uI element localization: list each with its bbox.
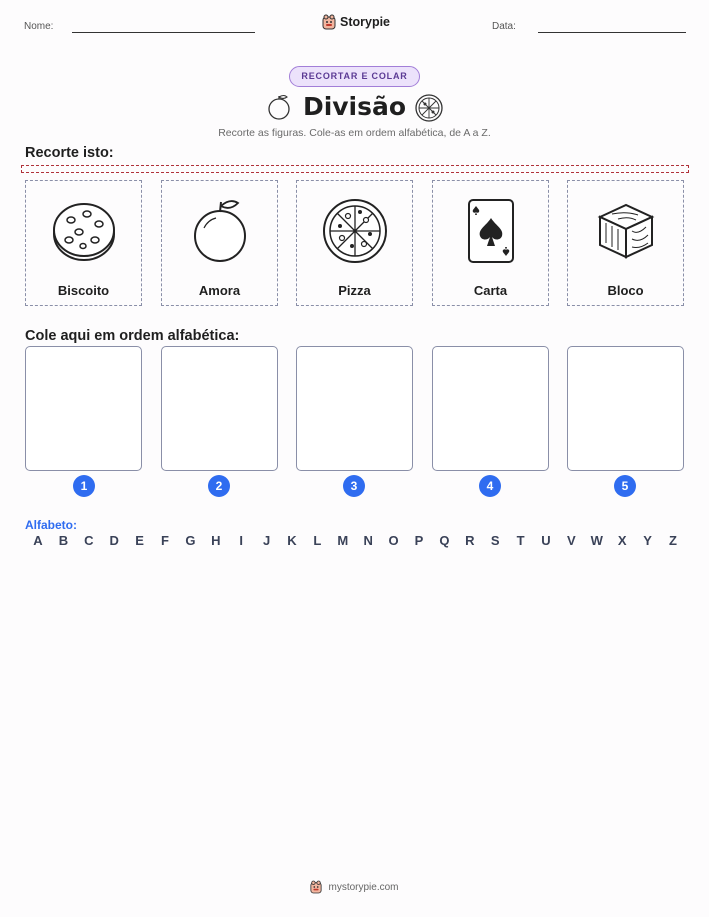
pizza-icon	[297, 189, 412, 273]
cut-card-label: Biscoito	[57, 283, 110, 298]
alphabet-letter: X	[617, 533, 627, 548]
paste-slot-3[interactable]	[296, 346, 413, 471]
slot-number-3: 3	[343, 475, 365, 497]
activity-badge: RECORTAR E COLAR	[289, 66, 420, 87]
cut-card-label: Bloco	[607, 283, 644, 298]
alphabet-letter: N	[363, 533, 373, 548]
footer	[0, 880, 709, 894]
brand-name: Storypie	[340, 15, 391, 29]
alphabet-letter: J	[262, 533, 271, 548]
alphabet-letter: H	[211, 533, 221, 548]
slot-number-1: 1	[73, 475, 95, 497]
alphabet-letter: U	[541, 533, 551, 548]
slot-number-5: 5	[614, 475, 636, 497]
wood-block-icon	[568, 189, 683, 273]
paste-slot-2[interactable]	[161, 346, 278, 471]
alphabet-letter: Q	[439, 533, 450, 548]
alphabet-title: Alfabeto:	[25, 518, 77, 532]
alphabet-letter: P	[414, 533, 424, 548]
cut-card-cookie[interactable]	[25, 180, 142, 306]
alphabet-letter: W	[590, 533, 603, 548]
pizza-slice-icon	[414, 93, 444, 128]
storypie-logo-icon	[322, 14, 336, 30]
cut-card-label: Pizza	[338, 283, 371, 298]
alphabet-letter: K	[287, 533, 297, 548]
alphabet-letter: C	[84, 533, 94, 548]
cut-heading: Recorte isto:	[25, 145, 114, 161]
alphabet-letter: R	[465, 533, 475, 548]
alphabet-letter: L	[313, 533, 322, 548]
cut-line	[21, 165, 689, 173]
playing-card-icon	[433, 189, 548, 273]
paste-slot-1[interactable]	[25, 346, 142, 471]
cut-card-berry[interactable]	[161, 180, 278, 306]
name-line	[72, 32, 255, 33]
alphabet-letter: Z	[669, 533, 677, 548]
alphabet-letter: G	[185, 533, 196, 548]
alphabet-letter: B	[58, 533, 69, 548]
cut-card-label: Amora	[198, 283, 241, 298]
alphabet-letter: F	[161, 533, 169, 548]
slot-number-4: 4	[479, 475, 501, 497]
alphabet-letter: E	[135, 533, 144, 548]
alphabet-letter: I	[239, 533, 243, 548]
alphabet-letter: S	[490, 533, 500, 548]
cut-card-label: Carta	[473, 283, 508, 298]
name-label: Nome:	[24, 21, 54, 32]
cut-card-playing-card[interactable]	[432, 180, 549, 306]
alphabet-letter: O	[388, 533, 399, 548]
footer-url: mystorypie.com	[328, 881, 399, 893]
alphabet-letter: D	[109, 533, 119, 548]
alphabet-letter: T	[516, 533, 525, 548]
paste-slot-4[interactable]	[432, 346, 549, 471]
storypie-logo-icon	[310, 880, 322, 894]
brand	[322, 14, 390, 30]
alphabet-letter: A	[33, 533, 43, 548]
slot-number-2: 2	[208, 475, 230, 497]
alphabet-letter: Y	[643, 533, 652, 548]
berry-icon	[162, 189, 277, 273]
paste-heading: Cole aqui em ordem alfabética:	[25, 328, 240, 344]
date-label: Data:	[492, 21, 516, 32]
page-title: Divisão	[302, 92, 407, 121]
paste-slot-5[interactable]	[567, 346, 684, 471]
cut-card-block[interactable]	[567, 180, 684, 306]
alphabet-letter: M	[337, 533, 349, 548]
cut-card-pizza[interactable]	[296, 180, 413, 306]
instructions: Recorte as figuras. Cole-as em ordem alfabética, de A a Z.	[218, 127, 491, 139]
date-line	[538, 32, 686, 33]
alphabet-letter: V	[567, 533, 576, 548]
cookie-icon	[26, 189, 141, 273]
